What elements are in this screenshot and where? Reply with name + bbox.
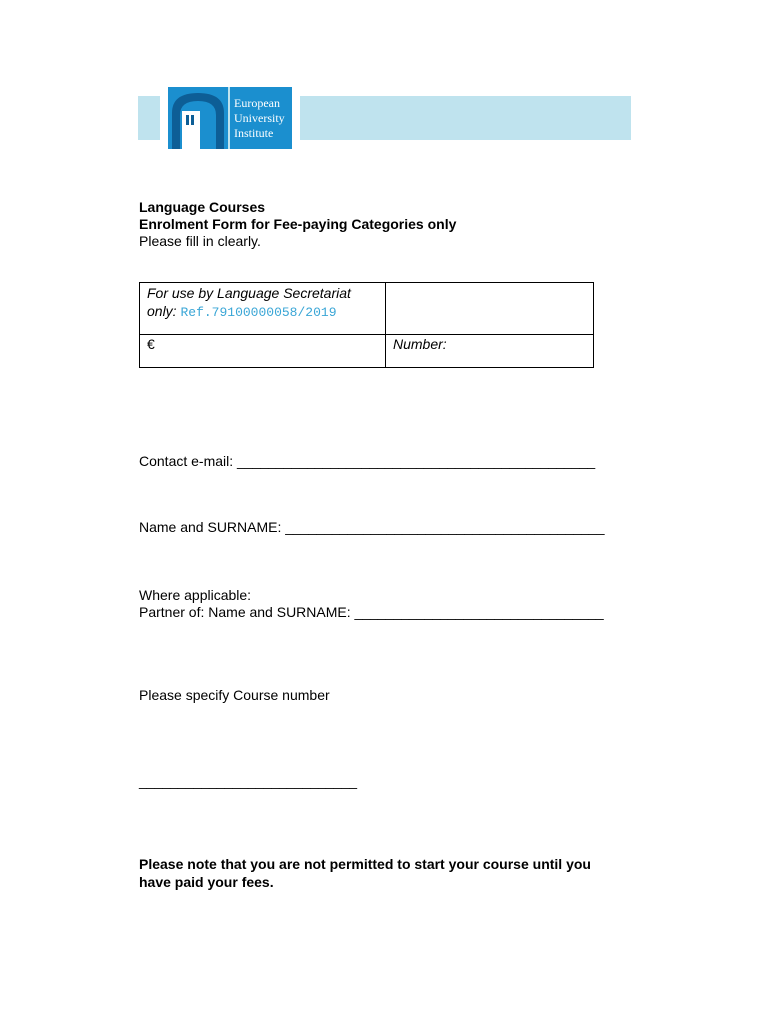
form-instruction: Please fill in clearly. [139,233,261,249]
form-title: Language Courses [139,199,266,215]
course-number-prompt: Please specify Course number [139,687,330,703]
logo-line-1: European [234,96,280,110]
reference-number: Ref.79100000058/2019 [180,305,337,320]
secretariat-label-line-1: For use by Language Secretariat [147,285,351,301]
form-heading [139,199,456,250]
logo-wordmark [234,96,285,141]
secretariat-label [147,284,351,322]
course-number-field[interactable]: ____________________________ [139,773,358,789]
header-band-left [138,96,160,140]
eui-logo [168,87,292,149]
name-surname-field[interactable]: Name and SURNAME: _________________________________________ [139,519,605,535]
form-subtitle: Enrolment Form for Fee-paying Categories only [139,216,457,232]
logo-line-3: Institute [234,126,274,140]
contact-email-field[interactable]: Contact e-mail: ______________________________________________ [139,453,596,469]
secretariat-table [139,282,594,368]
logo-line-2: University [234,111,285,125]
secretariat-label-line-2: only: [147,303,177,319]
header-band-right [300,96,631,140]
number-cell[interactable]: Number: [393,336,447,352]
amount-cell[interactable]: € [147,336,155,352]
payment-notice: Please note that you are not permitted to start your course until you have paid your fees. [139,856,591,890]
where-applicable-label: Where applicable: [139,587,252,603]
partner-name-field[interactable]: Partner of: Name and SURNAME: ________________________________ [139,604,604,620]
